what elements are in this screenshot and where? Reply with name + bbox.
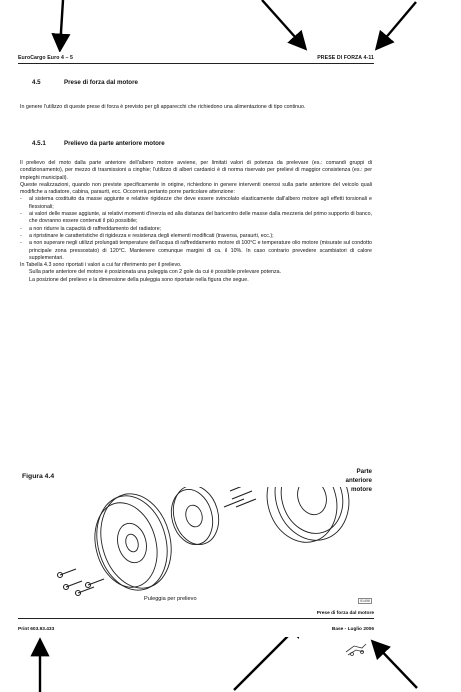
figure-side-line: motore [351, 486, 372, 493]
paragraph: In Tabella 4.3 sono riportati i valori a cui far riferimento per il prelievo. [20, 262, 182, 269]
arrow-top-mid [262, 0, 304, 47]
footer-section: Prese di forza dal motore [316, 611, 374, 616]
section-4-5-1-number: 4.5.1 [32, 140, 46, 147]
list-item: - a ripristinare le caratteristiche di rigidezza e resistenza degli elementi modificati (traversa, paraurti, ecc.); [20, 233, 372, 240]
paragraph: Il prelievo del moto dalla parte anteriore dell'albero motore avviene, per limitati valori di potenza da prelevare (es.: comandi gruppi di condizionamento), per mezzo di trasmissioni a cinghie; l'utilizzo di alberi cardanici è di norma riservato per prelievi di maggior consistenza (es.: per impieghi municipali). [20, 160, 372, 181]
section-4-5-title: Prese di forza dal motore [64, 79, 138, 86]
header-right: PRESE DI FORZA 4-11 [317, 55, 374, 61]
header-left: EuroCargo Euro 4 – 5 [18, 55, 74, 61]
bullet-list [20, 196, 372, 262]
figure-caption: Puleggia per prelievo [144, 596, 197, 602]
arrow-top-left [60, 0, 63, 48]
figure-side-line: anteriore [345, 477, 372, 484]
list-item: - al sistema costituito da masse aggiunte e relative rigidezze che deve essere svincolato elasticamente dall'albero motore agli effetti torsionali e flessionali; [20, 196, 372, 211]
paragraph: La posizione del prelievo e la dimensione della puleggia sono riportate nella figura che segue. [29, 276, 249, 283]
truck-logo-icon [342, 638, 370, 658]
list-item: - a non superare negli utilizzi prolungati temperature dell'acqua di raffreddamento motore di 100°C e temperature olio motore (misurate sul condotto principale zona pressostato) di 120°C. Mantenere comunque margini di ca. il 10%. In caso contrario prevedere scambiatori di calore supplementari. [20, 240, 372, 262]
list-item: - a non ridurre la capacità di raffreddamento del radiatore; [20, 226, 372, 233]
section-4-5-text: In genere l'utilizzo di queste prese di forza è previsto per gli apparecchi che richiedono una alimentazione di tipo continuo. [20, 104, 306, 110]
figure-side-line: Parte [356, 468, 372, 475]
figure-title: Figura 4.4 [22, 473, 55, 480]
section-4-5-1-title: Prelievo da parte anteriore motore [64, 140, 165, 147]
arrow-top-right [378, 2, 416, 47]
figure-code: 91496 [360, 599, 370, 603]
page-header [18, 52, 374, 64]
footer-print-code: Print 603.93.433 [18, 627, 55, 632]
section-4-5-number: 4.5 [32, 79, 41, 86]
list-item: - ai valori delle masse aggiunte, ai relativi momenti d'inerzia ed alla distanza del baricentro delle masse dalla mezzeria del primo supporto di banco, che dovranno essere contenuti il più possibile; [20, 211, 372, 226]
section-4-5-1-body [20, 160, 372, 284]
paragraph: Sulla parte anteriore del motore è posizionata una puleggia con 2 gole da cui è possibile prelevare potenza. [29, 269, 282, 276]
page-footer [18, 611, 374, 637]
footer-edition: Base - Luglio 2006 [331, 627, 374, 632]
paragraph: Queste realizzazioni, quando non previste specificamente in origine, richiedono in genere interventi onerosi sulla parte anteriore del veicolo quali modifiche a radiatore, cabina, paraurti, ecc. Occorrerà pertanto porre particolare attenzione: [20, 181, 372, 196]
manual-page [18, 52, 374, 637]
